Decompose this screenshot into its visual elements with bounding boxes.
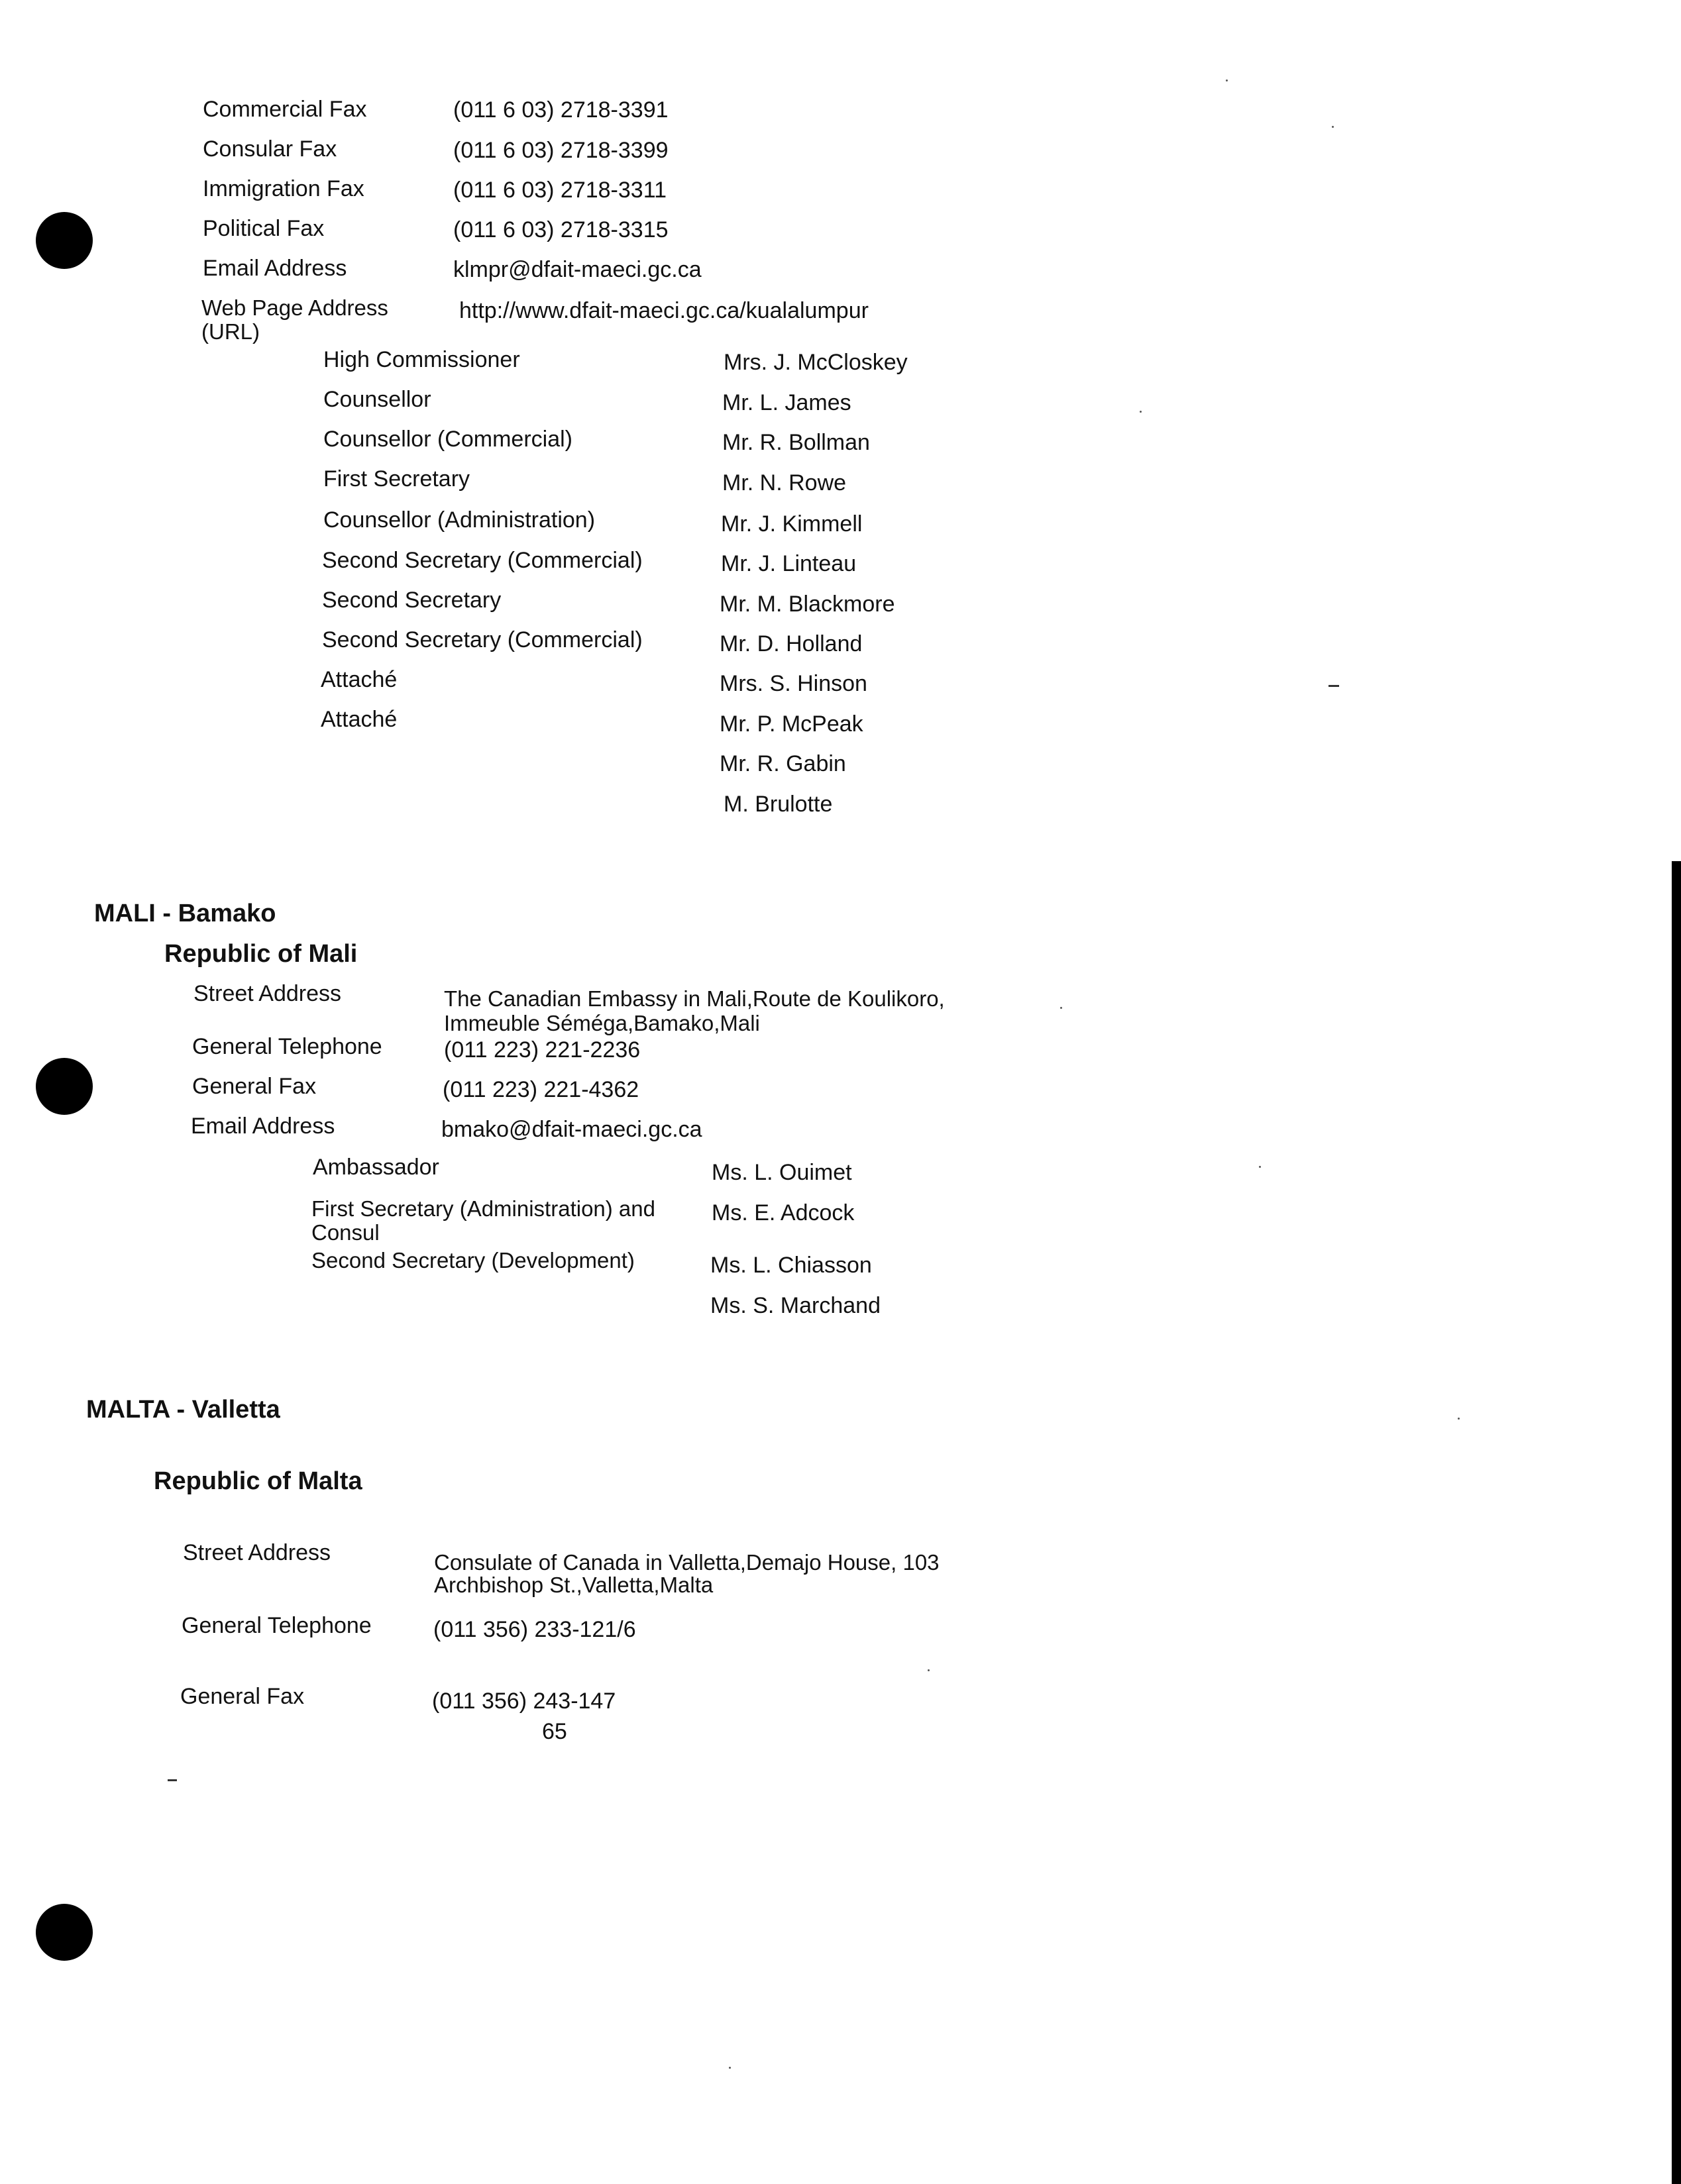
kl-contact-label-consular-fax: Consular Fax: [203, 136, 337, 162]
mali-staff-name-ambassador: Ms. L. Ouimet: [712, 1160, 852, 1185]
scan-speck: [1226, 79, 1228, 81]
kl-staff-title: High Commissioner: [323, 347, 520, 372]
kl-staff-title: Second Secretary: [322, 588, 502, 613]
kl-contact-value-political-fax: (011 6 03) 2718-3315: [453, 217, 669, 242]
kl-contact-value-consular-fax: (011 6 03) 2718-3399: [453, 138, 669, 163]
kl-staff-title: Second Secretary (Commercial): [322, 627, 643, 652]
mali-email-value: bmako@dfait-maeci.gc.ca: [441, 1117, 702, 1142]
punch-hole-bottom: [36, 1904, 93, 1961]
kl-staff-name: Mr. M. Blackmore: [720, 592, 895, 617]
kl-staff-title: Counsellor (Administration): [323, 507, 596, 533]
kl-contact-value-commercial-fax: (011 6 03) 2718-3391: [453, 97, 669, 123]
kl-staff-title: Attaché: [321, 667, 398, 692]
malta-fax-value: (011 356) 243-147: [432, 1689, 616, 1714]
scan-speck: [1259, 1166, 1261, 1168]
mali-staff-name-second-secretary: Ms. L. Chiasson: [710, 1253, 872, 1278]
mali-phone-label: General Telephone: [192, 1034, 382, 1059]
scan-edge-shadow: [1672, 861, 1681, 2184]
scan-speck: [1332, 126, 1334, 128]
mali-staff-title-ambassador: Ambassador: [313, 1155, 439, 1180]
kl-contact-label-political-fax: Political Fax: [203, 216, 325, 241]
kl-contact-label-web-line1: Web Page Address: [201, 295, 388, 320]
mali-fax-label: General Fax: [192, 1074, 317, 1099]
mali-staff-title-first-secretary-line1: First Secretary (Administration) and: [311, 1196, 655, 1221]
kl-staff-name: M. Brulotte: [724, 792, 833, 817]
mali-staff-name-extra: Ms. S. Marchand: [710, 1293, 881, 1318]
malta-street-label: Street Address: [183, 1540, 331, 1565]
mali-phone-value: (011 223) 221-2236: [444, 1037, 641, 1063]
mali-street-label: Street Address: [193, 981, 342, 1006]
malta-street-line2: Archbishop St.,Valletta,Malta: [434, 1573, 714, 1597]
kl-staff-name: Mr. P. McPeak: [720, 711, 863, 737]
kl-staff-name: Mrs. J. McCloskey: [724, 350, 908, 375]
malta-heading: MALTA - Valletta: [86, 1396, 280, 1424]
kl-staff-title: First Secretary: [323, 466, 470, 492]
mali-staff-title-second-secretary: Second Secretary (Development): [311, 1248, 635, 1273]
scan-speck: [1060, 1007, 1062, 1009]
malta-phone-label: General Telephone: [182, 1613, 372, 1638]
kl-contact-value-immigration-fax: (011 6 03) 2718-3311: [453, 178, 667, 203]
kl-staff-title: Counsellor (Commercial): [323, 427, 572, 452]
kl-staff-name: Mr. J. Linteau: [721, 551, 857, 576]
scan-speck: [928, 1669, 930, 1671]
mali-fax-value: (011 223) 221-4362: [443, 1077, 639, 1102]
kl-contact-label-email: Email Address: [203, 256, 347, 281]
kl-staff-name: Mr. L. James: [722, 390, 851, 415]
kl-staff-name: Mrs. S. Hinson: [720, 671, 867, 696]
mali-subheading: Republic of Mali: [164, 940, 358, 968]
scan-speck: [1140, 411, 1142, 413]
kl-contact-label-web-line2: (URL): [201, 319, 260, 344]
kl-staff-name: Mr. R. Bollman: [722, 430, 870, 455]
malta-street-line1: Consulate of Canada in Valletta,Demajo House, 103: [434, 1550, 940, 1575]
kl-staff-name: Mr. R. Gabin: [720, 751, 846, 776]
mali-street-line1: The Canadian Embassy in Mali,Route de Koulikoro,: [444, 986, 945, 1011]
scan-mark: [1329, 685, 1339, 687]
kl-staff-name: Mr. D. Holland: [720, 631, 863, 656]
mali-staff-name-first-secretary: Ms. E. Adcock: [712, 1200, 855, 1225]
kl-staff-name: Mr. N. Rowe: [722, 470, 847, 495]
kl-contact-value-web: http://www.dfait-maeci.gc.ca/kualalumpur: [459, 298, 869, 323]
punch-hole-top: [36, 212, 93, 269]
malta-fax-label: General Fax: [180, 1684, 305, 1709]
kl-contact-label-immigration-fax: Immigration Fax: [203, 176, 364, 201]
scan-mark: [168, 1779, 177, 1781]
malta-subheading: Republic of Malta: [154, 1467, 362, 1495]
mali-street-line2: Immeuble Séméga,Bamako,Mali: [444, 1011, 760, 1035]
malta-phone-value: (011 356) 233-121/6: [433, 1617, 636, 1642]
kl-contact-label-commercial-fax: Commercial Fax: [203, 97, 367, 122]
scan-speck: [1458, 1418, 1460, 1420]
kl-staff-title: Attaché: [321, 707, 398, 732]
mali-heading: MALI - Bamako: [94, 900, 276, 927]
kl-staff-name: Mr. J. Kimmell: [721, 511, 863, 537]
page-number: 65: [542, 1719, 567, 1744]
kl-staff-title: Second Secretary (Commercial): [322, 548, 643, 573]
punch-hole-middle: [36, 1058, 93, 1115]
scan-speck: [729, 2067, 731, 2069]
kl-contact-value-email: klmpr@dfait-maeci.gc.ca: [453, 257, 702, 282]
mali-email-label: Email Address: [191, 1114, 335, 1139]
mali-staff-title-first-secretary-line2: Consul: [311, 1220, 380, 1245]
kl-staff-title: Counsellor: [323, 387, 431, 412]
